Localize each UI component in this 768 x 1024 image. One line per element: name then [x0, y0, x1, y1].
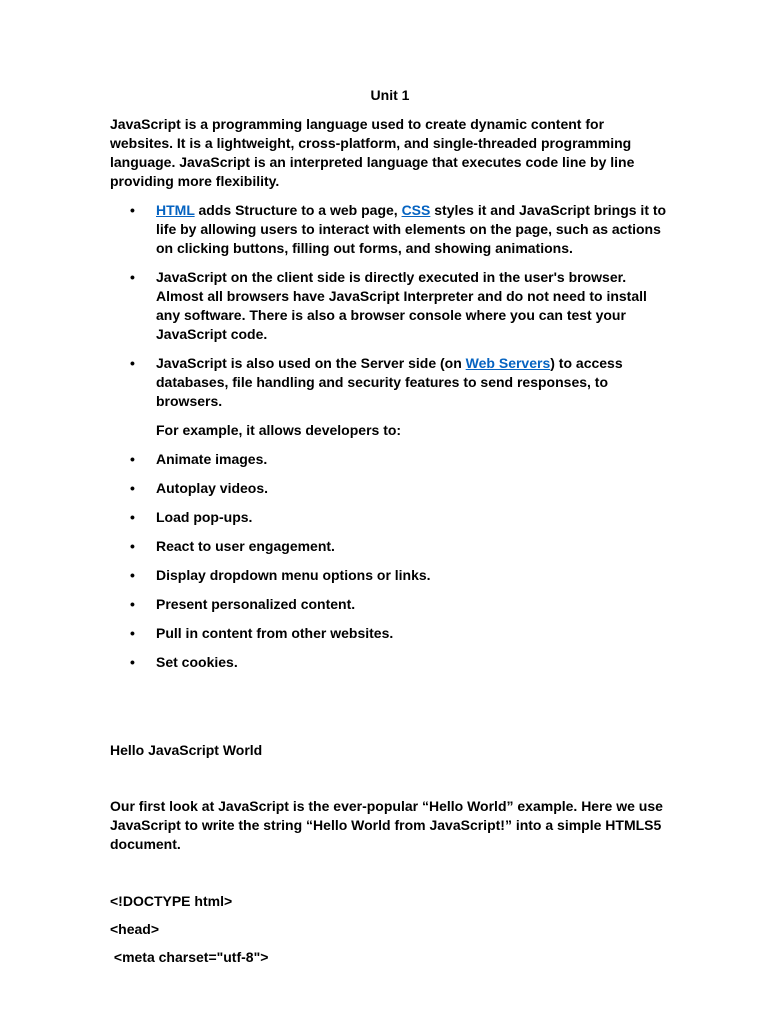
bullet-icon: •	[130, 269, 135, 285]
example-text: Pull in content from other websites.	[156, 625, 394, 641]
bullet-icon: •	[130, 355, 135, 371]
intro-paragraph: JavaScript is a programming language used to create dynamic content for websites. It is a lightweight, cross-platform, and single-threaded programming language. JavaScript is an interpreted language that executes code line by line providing more flexibility.	[110, 116, 635, 189]
list-item	[110, 653, 670, 672]
example-text: React to user engagement.	[156, 538, 335, 554]
list-item	[110, 479, 670, 498]
list-item	[110, 566, 670, 585]
list-item	[110, 624, 670, 643]
bullet-icon: •	[130, 596, 135, 612]
bullet3-text2: ) to access databases, file handling and security features to send responses, to browsers.	[156, 355, 623, 409]
bullet-icon: •	[130, 451, 135, 467]
features-list	[110, 201, 670, 411]
web-servers-link[interactable]: Web Servers	[465, 355, 551, 371]
example-text: Display dropdown menu options or links.	[156, 567, 431, 583]
bullet-icon: •	[130, 480, 135, 496]
examples-list	[110, 450, 670, 672]
example-intro: For example, it allows developers to:	[156, 422, 402, 438]
example-text: Set cookies.	[156, 654, 238, 670]
page-title: Unit 1	[370, 87, 410, 103]
bullet-icon: •	[130, 538, 135, 554]
bullet2-text: JavaScript on the client side is directly executed in the user's browser. Almost all browsers have JavaScript Interpreter and do not need to install any software. There is also a browser console where you can test your JavaScript code.	[156, 269, 647, 342]
list-item	[110, 450, 670, 469]
bullet-icon: •	[130, 509, 135, 525]
list-item	[110, 508, 670, 527]
example-text: Present personalized content.	[156, 596, 356, 612]
bullet-icon: •	[130, 202, 135, 218]
list-item	[110, 268, 670, 344]
example-text: Autoplay videos.	[156, 480, 269, 496]
bullet1-text2: styles it and JavaScript brings it to life by allowing users to interact with elements on the page, such as actions on clicking buttons, filling out forms, and showing animations.	[156, 202, 667, 256]
bullet-icon: •	[130, 625, 135, 641]
bullet1-text1: adds Structure to a web page,	[194, 202, 402, 218]
bullet3-text1: JavaScript is also used on the Server side (on	[156, 355, 466, 371]
css-link[interactable]: CSS	[401, 202, 431, 218]
code-block	[110, 892, 670, 967]
section-intro-paragraph: Our first look at JavaScript is the ever-popular “Hello World” example. Here we use JavaScript to write the string “Hello World from JavaScript!” into a simple HTMLS5 document.	[110, 798, 663, 852]
bullet-icon: •	[130, 654, 135, 670]
code-line: <head>	[110, 921, 160, 937]
section-heading: Hello JavaScript World	[110, 742, 263, 758]
list-item	[110, 595, 670, 614]
list-item	[110, 201, 670, 258]
code-line: <meta charset="utf-8">	[110, 949, 269, 965]
example-text: Animate images.	[156, 451, 268, 467]
bullet-icon: •	[130, 567, 135, 583]
code-line: <!DOCTYPE html>	[110, 893, 233, 909]
example-text: Load pop-ups.	[156, 509, 253, 525]
list-item	[110, 354, 670, 411]
list-item	[110, 537, 670, 556]
hello-world-section	[110, 741, 670, 967]
html-link[interactable]: HTML	[156, 202, 195, 218]
